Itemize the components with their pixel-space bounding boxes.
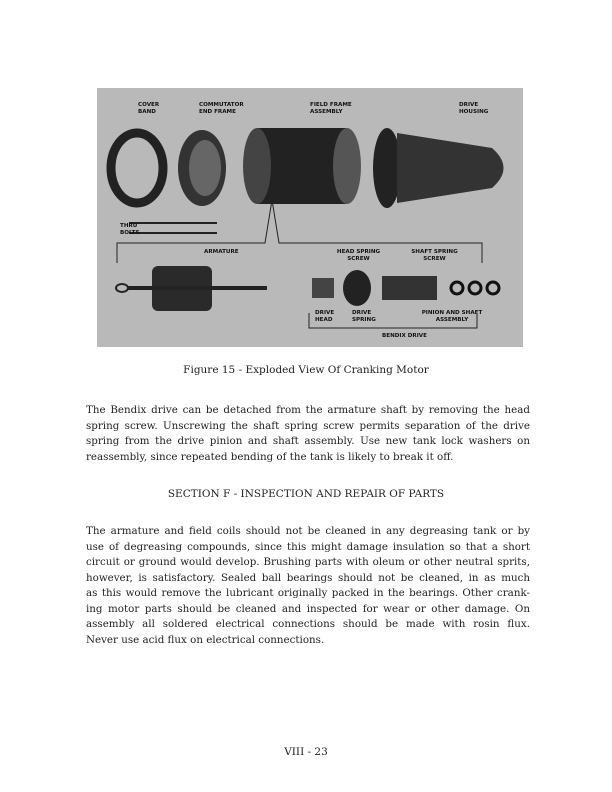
text-line: however, is satisfactory. Sealed ball bearings should not be cleaned, in as much xyxy=(86,571,530,584)
text-line: circuit or ground would develop. Brushing parts with oleum or other neutral sprits, xyxy=(86,556,530,568)
label-pinion-and-shaft-assembly: PINION AND SHAFT ASSEMBLY xyxy=(421,310,483,323)
paragraph-inspection xyxy=(86,524,530,648)
text-line: reassembly, since repeated bending of the tank is likely to break it off. xyxy=(86,450,454,463)
text-line: ing motor parts should be cleaned and inspected for wear or other damage. On xyxy=(86,602,530,615)
text-line: as this would remove the lubricant originally packed in the bearings. Other crank- xyxy=(86,587,530,599)
label-armature: ARMATURE xyxy=(204,249,239,255)
paragraph-bendix-drive xyxy=(86,403,530,465)
label-shaft-spring-screw: SHAFT SPRING SCREW xyxy=(411,249,458,262)
label-thru-bolts: THRU BOLTS xyxy=(120,223,140,236)
text-line: spring screw. Unscrewing the shaft spring screw permits separation of the drive xyxy=(86,419,530,432)
figure-caption: Figure 15 - Exploded View Of Cranking Motor xyxy=(183,364,429,376)
text-line: assembly all soldered electrical connections should be made with rosin flux. xyxy=(86,618,530,630)
section-heading: SECTION F - INSPECTION AND REPAIR OF PARTS xyxy=(167,488,445,500)
exploded-view-figure xyxy=(97,88,523,347)
label-drive-head: DRIVE HEAD xyxy=(315,310,335,323)
label-bendix-drive: BENDIX DRIVE xyxy=(382,333,427,339)
label-drive-housing: DRIVE HOUSING xyxy=(459,102,489,115)
text-line: The Bendix drive can be detached from the armature shaft by removing the head xyxy=(86,404,530,416)
cranking-motor-illustration xyxy=(97,88,523,347)
label-head-spring-screw: HEAD SPRING SCREW xyxy=(336,249,381,262)
label-cover-band: COVER BAND xyxy=(138,102,160,115)
text-line: The armature and field coils should not be cleaned in any degreasing tank or by xyxy=(86,525,530,537)
label-field-frame-assembly: FIELD FRAME ASSEMBLY xyxy=(310,102,352,115)
text-line: use of degreasing compounds, since this might damage insulation so that a short xyxy=(86,540,530,553)
label-commutator-end-frame: COMMUTATOR END FRAME xyxy=(199,102,244,115)
text-line: Never use acid flux on electrical connections. xyxy=(86,633,325,646)
page-number: VIII - 23 xyxy=(284,746,328,758)
label-drive-spring: DRIVE SPRING xyxy=(352,310,376,323)
text-line: spring from the drive pinion and shaft assembly. Use new tank lock washers on xyxy=(86,435,530,447)
